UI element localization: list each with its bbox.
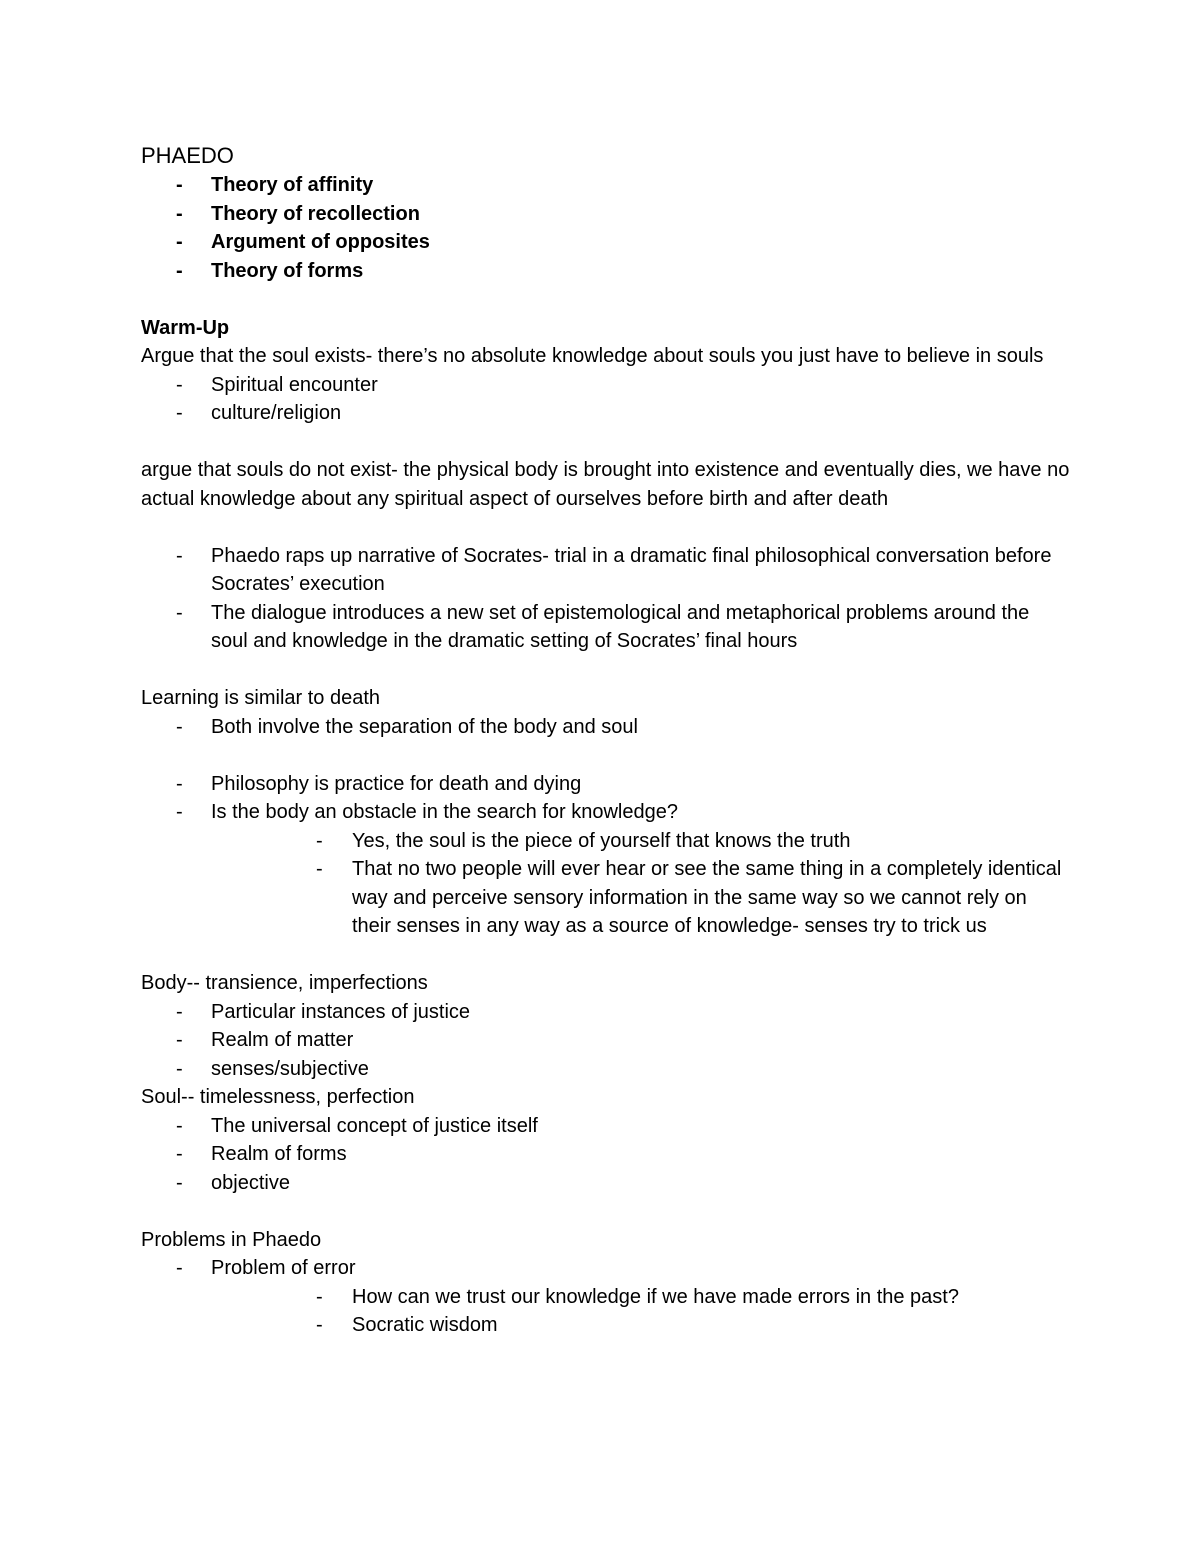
topics-list <box>141 171 1071 285</box>
list-item-text: Is the body an obstacle in the search for knowledge? <box>211 801 678 823</box>
list-item: - Argument of opposites <box>141 228 1071 257</box>
body-heading: Body-- transience, imperfections <box>141 972 428 994</box>
spacer <box>141 656 1071 685</box>
spacer <box>141 741 1071 770</box>
list-item <box>141 798 1071 941</box>
sublist-item: - Yes, the soul is the piece of yourself that knows the truth <box>211 827 1071 856</box>
learning-heading: Learning is similar to death <box>141 687 381 709</box>
soul-list <box>141 1112 1071 1198</box>
body-list <box>141 998 1071 1084</box>
soul-heading: Soul-- timelessness, perfection <box>141 1086 415 1108</box>
sublist-item: - How can we trust our knowledge if we have made errors in the past? <box>211 1283 1071 1312</box>
page-title: PHAEDO <box>141 143 234 168</box>
argue-exists-text: Argue that the soul exists- there’s no absolute knowledge about souls you just have to believe in souls <box>141 345 1044 367</box>
spacer <box>141 1197 1071 1226</box>
problems-heading: Problems in Phaedo <box>141 1228 322 1251</box>
argue-not-exist-text: argue that souls do not exist- the physical body is brought into existence and eventually dies, we have no actual knowledge about any spiritual aspect of ourselves before birth and after death <box>141 459 1070 510</box>
list-item: - The dialogue introduces a new set of epistemological and metaphorical problems around the soul and knowledge in the dramatic setting of Socrates’ final hours <box>141 599 1071 656</box>
list-item: - Theory of forms <box>141 257 1071 286</box>
spacer <box>141 941 1071 970</box>
list-item-text: Problem of error <box>211 1257 356 1279</box>
spacer <box>141 513 1071 542</box>
list-item: - Both involve the separation of the body and soul <box>141 713 1071 742</box>
learning-sublist <box>211 827 1071 941</box>
list-item: - culture/religion <box>141 399 1071 428</box>
narrative-list <box>141 542 1071 656</box>
list-item: - senses/subjective <box>141 1055 1071 1084</box>
list-item: - objective <box>141 1169 1071 1198</box>
spacer <box>141 285 1071 314</box>
exists-points-list <box>141 371 1071 428</box>
list-item: - Spiritual encounter <box>141 371 1071 400</box>
list-item: - Theory of affinity <box>141 171 1071 200</box>
list-item: - Realm of matter <box>141 1026 1071 1055</box>
list-item <box>141 1254 1071 1340</box>
list-item: - Particular instances of justice <box>141 998 1071 1027</box>
problems-list <box>141 1254 1071 1340</box>
sublist-item: - That no two people will ever hear or see the same thing in a completely identical way and perceive sensory information in the same way so we cannot rely on their senses in any way as a source of knowledge- senses try to trick us <box>211 855 1071 941</box>
learning-list-a <box>141 713 1071 742</box>
sublist-item: - Socratic wisdom <box>211 1311 1071 1340</box>
learning-list-b <box>141 770 1071 941</box>
list-item: - Phaedo raps up narrative of Socrates- trial in a dramatic final philosophical conversation before Socrates’ execution <box>141 542 1071 599</box>
list-item: - Realm of forms <box>141 1140 1071 1169</box>
list-item: - The universal concept of justice itself <box>141 1112 1071 1141</box>
spacer <box>141 428 1071 457</box>
list-item: - Theory of recollection <box>141 200 1071 229</box>
list-item: - Philosophy is practice for death and dying <box>141 770 1071 799</box>
document-page <box>141 141 1071 1340</box>
warmup-heading: Warm-Up <box>141 316 230 339</box>
problems-sublist <box>211 1283 1071 1340</box>
